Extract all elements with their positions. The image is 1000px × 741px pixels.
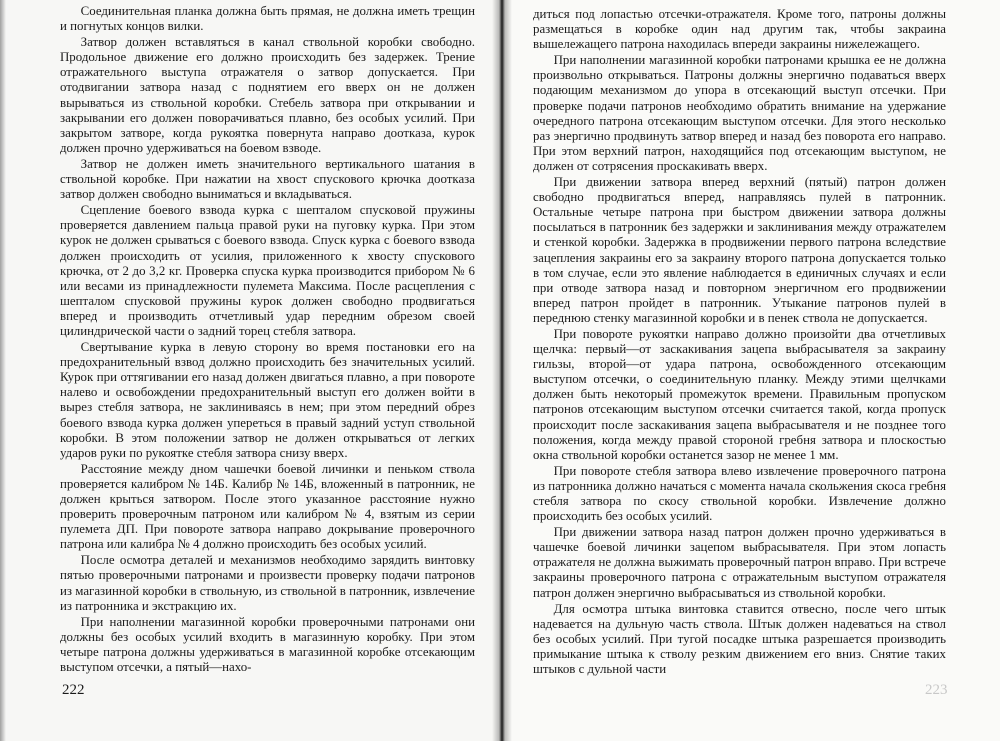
paragraph: Свертывание курка в левую сторону во время постановки его на предохранительный взвод должно происходить без значительных усилий. Курок при оттягивании его назад должен двигаться плавно, а при повороте налево и освобождении предохранительный выступ его должен войти в вырез стебля затвора, не заклиниваясь в нем; при этом передний обрез боевого взвода курка должен упереться в правый задний уступ ствольной коробки. В этом положении затвор не должен открываться от легких ударов руки по рукоятке стебля затвора снизу вверх. bbox=[60, 340, 475, 460]
paragraph: Сцепление боевого взвода курка с шепталом спусковой пружины проверяется давлением пальца правой руки на пуговку курка. При этом курок не должен срываться с боевого взвода. Спуск курка с боевого взвода должен происходить от усилия, приложенного к хвосту спускового крючка, от 2 до 3,2 кг. Проверка спуска курка производится прибором № 6 или весами из принадлежности пулемета Максима. После расцепления с шепталом спусковой пружины курок должен свободно продвигаться вперед и производить отчетливый удар передним обрезом своей цилиндрической части о задний торец стебля затвора. bbox=[60, 203, 475, 338]
paragraph: При наполнении магазинной коробки проверочными патронами они должны без особых усилий входить в магазинную коробку. При этом четыре патрона должны удерживаться в магазинной коробке отсекающим выступом отсечки, а пятый—нахо- bbox=[60, 614, 475, 675]
right-page-text bbox=[533, 7, 946, 677]
paragraph: При движении затвора назад патрон должен прочно удерживаться в чашечке боевой личинки зацепом выбрасывателя. При этом лопасть отражателя не должна выжимать проверочный патрон вправо. При встрече закраины проверочного патрона с отражательным выступом отражателя патрон должен энергично выбрасываться из ствольной коробки. bbox=[533, 525, 946, 600]
right-page bbox=[500, 0, 1000, 741]
book-gutter bbox=[492, 0, 512, 741]
left-page-text bbox=[60, 4, 475, 675]
paragraph-continuation: диться под лопастью отсечки-отражателя. Кроме того, патроны должны размещаться в коробке один над другим так, чтобы закраина вышележащего патрона находилась впереди закраины нижележащего. bbox=[533, 7, 946, 52]
paragraph: Затвор должен вставляться в канал ствольной коробки свободно. Продольное движение его должно происходить без задержек. Трение отражательного выступа отражателя о затвор допускается. При отодвигании затвора назад с поднятием его вверх он не должен вырываться из ствольной коробки. Стебель затвора при открывании и закрывании его должен поворачиваться плавно, без особых усилий. При закрытом затворе, когда рукоятка повернута направо доотказа, курок должен прочно удерживаться на боевом взводе. bbox=[60, 35, 475, 155]
paragraph: При движении затвора вперед верхний (пятый) патрон должен свободно продвигаться вперед, направляясь пулей в патронник. Остальные четыре патрона при быстром движении затвора должны посылаться в патронник без задержки и заклинивания между отражателем и стенкой коробки. Задержка в продвижении первого патрона вследствие зацепления закраины его за закраину второго патрона допускается только в том случае, если это явление наблюдается в единичных случаях и если при отводе затвора назад и повторном энергичном его продвижении вперед патрон пройдет в патронник. Утыкание патронов пулей в переднюю стенку магазинной коробки и в пенек ствола не допускается. bbox=[533, 175, 946, 325]
paragraph: При наполнении магазинной коробки патронами крышка ее не должна произвольно открываться. Патроны должны энергично подаваться вверх подающим механизмом до упора в отсекающий выступ отсечки. При проверке подачи патронов необходимо обратить внимание на удержание очередного патрона отсекающим выступом отсечки. Для этого несколько раз энергично продвинуть затвор вперед и назад без поворота его направо. При этом верхний патрон, находящийся под отсекающим выступом, не должен от сотрясения проскакивать вверх. bbox=[533, 53, 946, 173]
paragraph: При повороте стебля затвора влево извлечение проверочного патрона из патронника должно начаться с момента начала скольжения скоса гребня стебля затвора по скосу ствольной коробки. Извлечение должно происходить без особых усилий. bbox=[533, 463, 946, 524]
paragraph: При повороте рукоятки направо должно произойти два отчетливых щелчка: первый—от заскакивания зацепа выбрасывателя за закраину гильзы, второй—от удара патрона, освобожденного отсекающим выступом отсечки, о соединительную планку. Между этими щелчками должен быть некоторый промежуток времени. Правильным пропуском патронов отсекающим выступом отсечки считается такой, когда пропуск происходит после заскакивания зацепа выбрасывателя и не позднее того положения, когда между правой стороной гребня затвора и плоскостью окна ствольной коробки останется зазор не менее 1 мм. bbox=[533, 326, 946, 462]
paragraph: Соединительная планка должна быть прямая, не должна иметь трещин и погнутых концов вилки. bbox=[60, 4, 475, 34]
paragraph: После осмотра деталей и механизмов необходимо зарядить винтовку пятью проверочными патронами и произвести проверку подачи патронов из магазинной коробки в ствольную, из ствольной в патронник, извлечение из патронника и экстракцию их. bbox=[60, 553, 475, 613]
paragraph: Расстояние между дном чашечки боевой личинки и пеньком ствола проверяется калибром № 14Б. Калибр № 14Б, вложенный в патронник, не должен крыться затвором. После этого указанное расстояние нужно проверить проверочным патроном или калибром № 4, взятым из серии пулемета ДП. При повороте затвора направо докрывание проверочного патрона или калибра № 4 должно происходить без особых усилий. bbox=[60, 461, 475, 552]
paragraph: Для осмотра штыка винтовка ставится отвесно, после чего штык надевается на дульную часть ствола. Штык должен надеваться на ствол без особых усилий. При тугой посадке штыка разрешается производить примыкание штыка к стволу резким движением его вниз. Снятие таких штыков с дульной части bbox=[533, 601, 946, 677]
page-edge-shadow bbox=[0, 0, 6, 741]
page-number-right: 223 bbox=[925, 682, 948, 698]
paragraph: Затвор не должен иметь значительного вертикального шатания в ствольной коробке. При нажатии на хвост спускового крючка доотказа затвор должен свободно выниматься и вкладываться. bbox=[60, 156, 475, 202]
page-number-left: 222 bbox=[62, 682, 85, 698]
